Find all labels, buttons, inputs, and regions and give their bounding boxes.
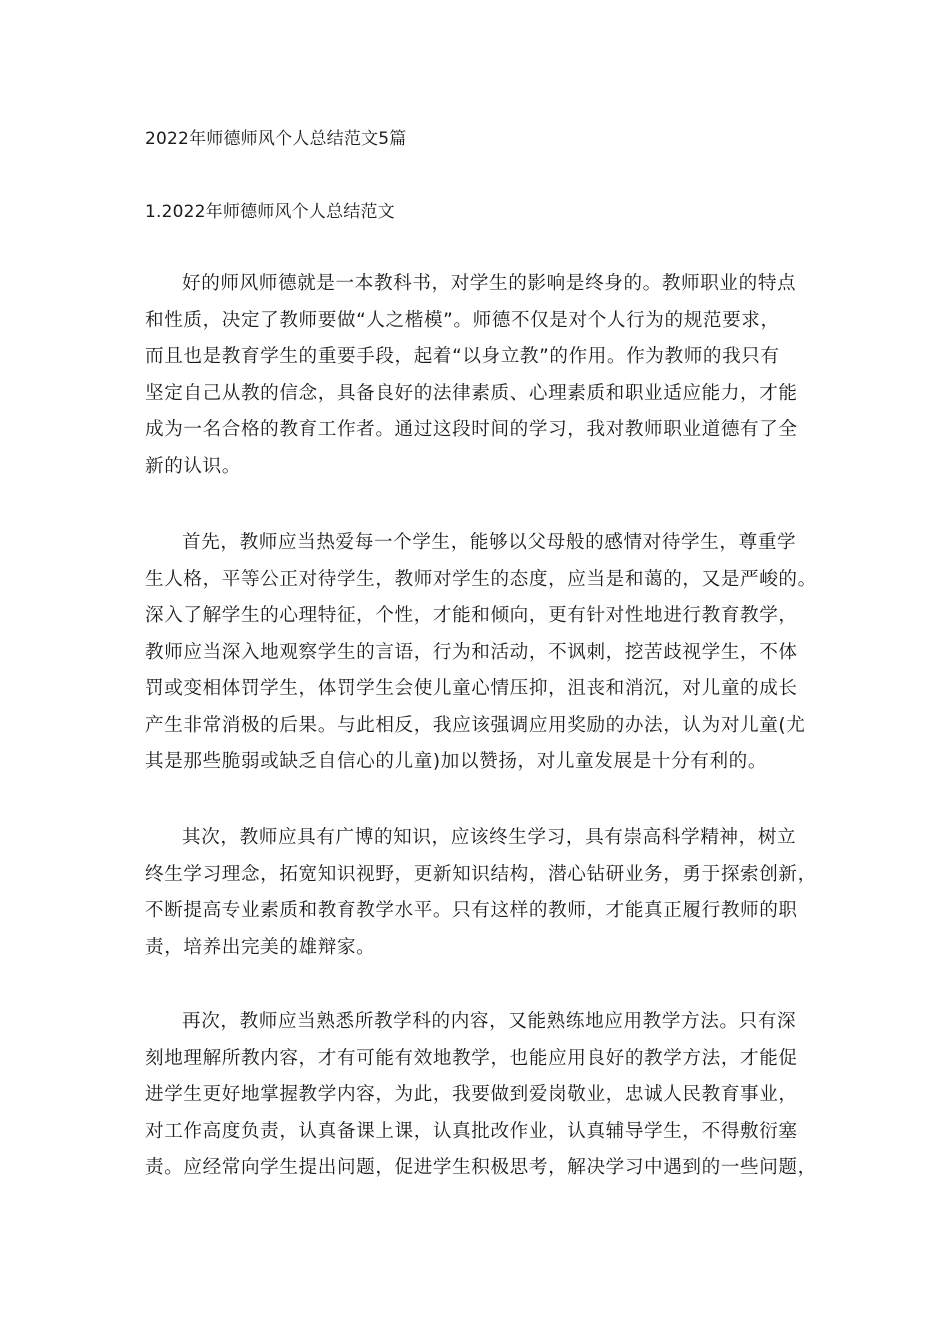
paragraph-line: 教师应当深入地观察学生的言语，行为和活动，不讽刺，挖苦歧视学生，不体 <box>145 641 798 663</box>
paragraph-line: 其次，教师应具有广博的知识，应该终生学习，具有崇高科学精神，树立 <box>182 827 797 848</box>
paragraph-3 <box>145 820 835 966</box>
paragraph-4 <box>145 1004 835 1187</box>
document-title: 2022年师德师风个人总结范文5篇 <box>145 129 407 149</box>
paragraph-line: 对工作高度负责，认真备课上课，认真批改作业，认真辅导学生，不得敷衍塞 <box>145 1120 798 1142</box>
paragraph-line: 终生学习理念，拓宽知识视野，更新知识结构，潜心钻研业务，勇于探索创新， <box>145 863 817 885</box>
paragraph-line: 和性质，决定了教师要做“人之楷模”。师德不仅是对个人行为的规范要求， <box>145 309 780 331</box>
paragraph-line: 好的师风师德就是一本教科书，对学生的影响是终身的。教师职业的特点 <box>182 273 797 294</box>
paragraph-2 <box>145 525 835 781</box>
paragraph-line: 罚或变相体罚学生，体罚学生会使儿童心情压抑，沮丧和消沉，对儿童的成长 <box>145 678 798 699</box>
paragraph-line: 进学生更好地掌握教学内容，为此，我要做到爱岗敬业，忠诚人民教育事业， <box>145 1084 798 1105</box>
paragraph-line: 责。应经常向学生提出问题，促进学生积极思考，解决学习中遇到的一些问题， <box>145 1157 817 1178</box>
paragraph-line: 不断提高专业素质和教育教学水平。只有这样的教师，才能真正履行教师的职 <box>145 900 798 921</box>
paragraph-line: 再次，教师应当熟悉所教学科的内容，又能熟练地应用教学方法。只有深 <box>182 1011 797 1032</box>
section-heading: 1.2022年师德师风个人总结范文 <box>145 202 395 222</box>
paragraph-line: 成为一名合格的教育工作者。通过这段时间的学习，我对教师职业道德有了全 <box>145 419 798 440</box>
paragraph-line: 刻地理解所教内容，才有可能有效地教学，也能应用良好的教学方法，才能促 <box>145 1047 798 1069</box>
paragraph-line: 其是那些脆弱或缺乏自信心的儿童)加以赞扬，对儿童发展是十分有利的。 <box>145 751 768 772</box>
paragraph-line: 责，培养出完美的雄辩家。 <box>145 936 376 958</box>
paragraph-line: 新的认识。 <box>145 455 241 477</box>
paragraph-line: 生人格，平等公正对待学生，教师对学生的态度，应当是和蔼的，又是严峻的。 <box>145 568 817 590</box>
paragraph-line: 首先，教师应当热爱每一个学生，能够以父母般的感情对待学生，尊重学 <box>182 532 797 553</box>
paragraph-line: 产生非常消极的后果。与此相反，我应该强调应用奖励的办法，认为对儿童(尤 <box>145 714 806 736</box>
paragraph-line: 坚定自己从教的信念，具备良好的法律素质、心理素质和职业适应能力，才能 <box>145 382 798 404</box>
paragraph-line: 深入了解学生的心理特征，个性，才能和倾向，更有针对性地进行教育教学， <box>145 605 798 626</box>
paragraph-line: 而且也是教育学生的重要手段，起着“以身立教”的作用。作为教师的我只有 <box>145 346 780 367</box>
paragraph-1 <box>145 266 835 485</box>
